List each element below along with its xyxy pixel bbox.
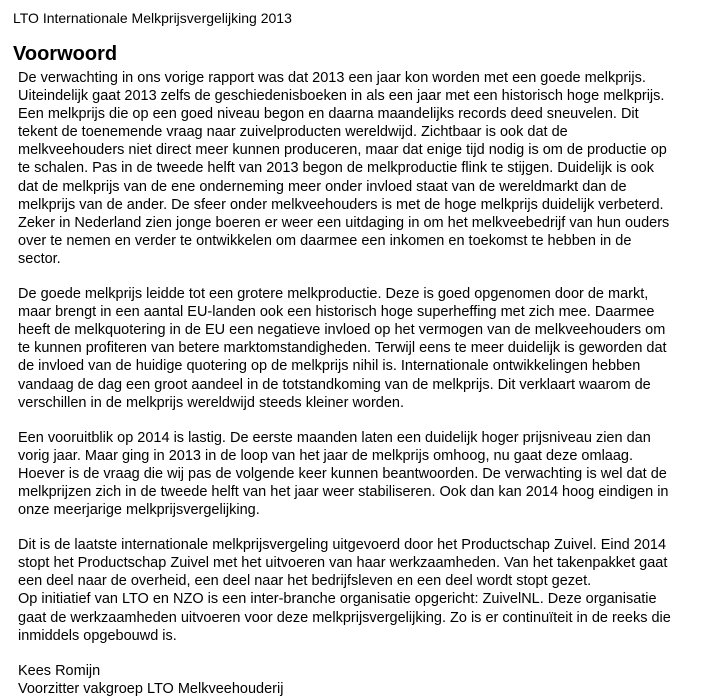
text-line: maar brengt in een aantal EU-landen ook een historisch hoge superheffing met zich mee. Daarmee (18, 304, 655, 321)
paragraph (18, 285, 718, 412)
text-line: over te nemen en verder te ontwikkelen om daarmee een inkomen en toekomst te hebben in de (18, 232, 632, 249)
text-line: dat de melkprijs van de ene onderneming meer onder invloed staat van de wereldmarkt dan de (18, 178, 627, 195)
text-line: Hoever is de vraag die wij pas de volgende keer kunnen beantwoorden. De verwachting is wel dat de (18, 465, 667, 482)
text-line: tekent de toenemende vraag naar zuivelproducten wereldwijd. Zichtbaar is ook dat de (18, 124, 568, 141)
text-line: een deel naar de overheid, een deel naar het bedrijfsleven en een deel wordt stopt gezet. (18, 573, 592, 590)
text-line: Zeker in Nederland zien jonge boeren er weer een uitdaging in om het melkveebedrijf van hun ouders (18, 214, 670, 231)
signature-name: Kees Romijn (18, 662, 101, 679)
text-line: Op initiatief van LTO en NZO is een inter-branche organisatie opgericht: ZuivelNL. Deze organisatie (18, 591, 657, 608)
text-line: gaat de werkzaamheden uitvoeren voor deze melkprijsvergelijking. Zo is er continuïteit in de reeks die (18, 609, 671, 626)
paragraph (18, 429, 718, 519)
text-line: te kunnen profiteren van betere marktomstandigheden. Terwijl eens te meer duidelijk is geworden dat (18, 340, 667, 357)
text-line: De verwachting in ons vorige rapport was dat 2013 een jaar kon worden met een goede melkprijs. (18, 70, 646, 86)
text-line: verschillen in de melkprijs wereldwijd steeds kleiner worden. (18, 394, 405, 411)
paragraph (18, 69, 718, 268)
signature-role: Voorzitter vakgroep LTO Melkveehouderij (18, 680, 284, 697)
text-line: Een vooruitblik op 2014 is lastig. De eerste maanden laten een duidelijk hoger prijsniveau zien dan (18, 429, 651, 446)
text-line: onze meerjarige melkprijsvergelijking. (18, 502, 260, 519)
text-line: Dit is de laatste internationale melkprijsvergeling uitgevoerd door het Productschap Zuivel. Eind 2014 (18, 537, 667, 554)
text-line: Uiteindelijk gaat 2013 zelfs de geschiedenisboeken in als een jaar met een historisch hoge melkprijs. (18, 88, 665, 105)
text-line: heeft de melkquotering in de EU een negatieve invloed op het vermogen van de melkveehouders om (18, 322, 666, 339)
text-line: De goede melkprijs leidde tot een grotere melkproductie. Deze is goed opgenomen door de markt, (18, 286, 649, 303)
paragraph (18, 536, 718, 645)
document-header: LTO Internationale Melkprijsvergelijking 2013 (13, 10, 292, 26)
text-line: te schalen. Pas in de tweede helft van 2013 begon de melkproductie flink te stijgen. Duidelijk is ook (18, 160, 654, 177)
text-line: melkprijzen zich in de tweede helft van het jaar weer stabiliseren. Ook dan kan 2014 hoog eindigen in (18, 483, 669, 500)
text-line: de invloed van de huidige quotering op de melkprijs nihil is. Internationale ontwikkelingen hebben (18, 358, 641, 375)
text-line: vorig jaar. Maar ging in 2013 in de loop van het jaar de melkprijs omhoog, nu gaat deze omlaag. (18, 447, 634, 464)
signature-block (18, 662, 718, 698)
text-line: inmiddels opgebouwd is. (18, 627, 177, 644)
text-line: stopt het Productschap Zuivel met het uitvoeren van haar werkzaamheden. Van het takenpakket gaat (18, 555, 668, 572)
text-line: vandaag de dag een groot aandeel in de totstandkoming van de melkprijs. Dit verklaart waarom de (18, 376, 651, 393)
text-line: sector. (18, 250, 61, 267)
text-line: Een melkprijs die op een goed niveau begon en daarna maandelijks records deed sneuvelen. Dit (18, 106, 639, 123)
text-line: melkveehouders niet direct meer kunnen produceren, maar dat enige tijd nodig is om de productie op (18, 142, 667, 159)
text-line: melkprijs van de ander. De sfeer onder melkveehouders is met de hoge melkprijs duidelijk verbeterd. (18, 196, 664, 213)
document-body (18, 69, 718, 698)
section-title: Voorwoord (13, 43, 118, 65)
